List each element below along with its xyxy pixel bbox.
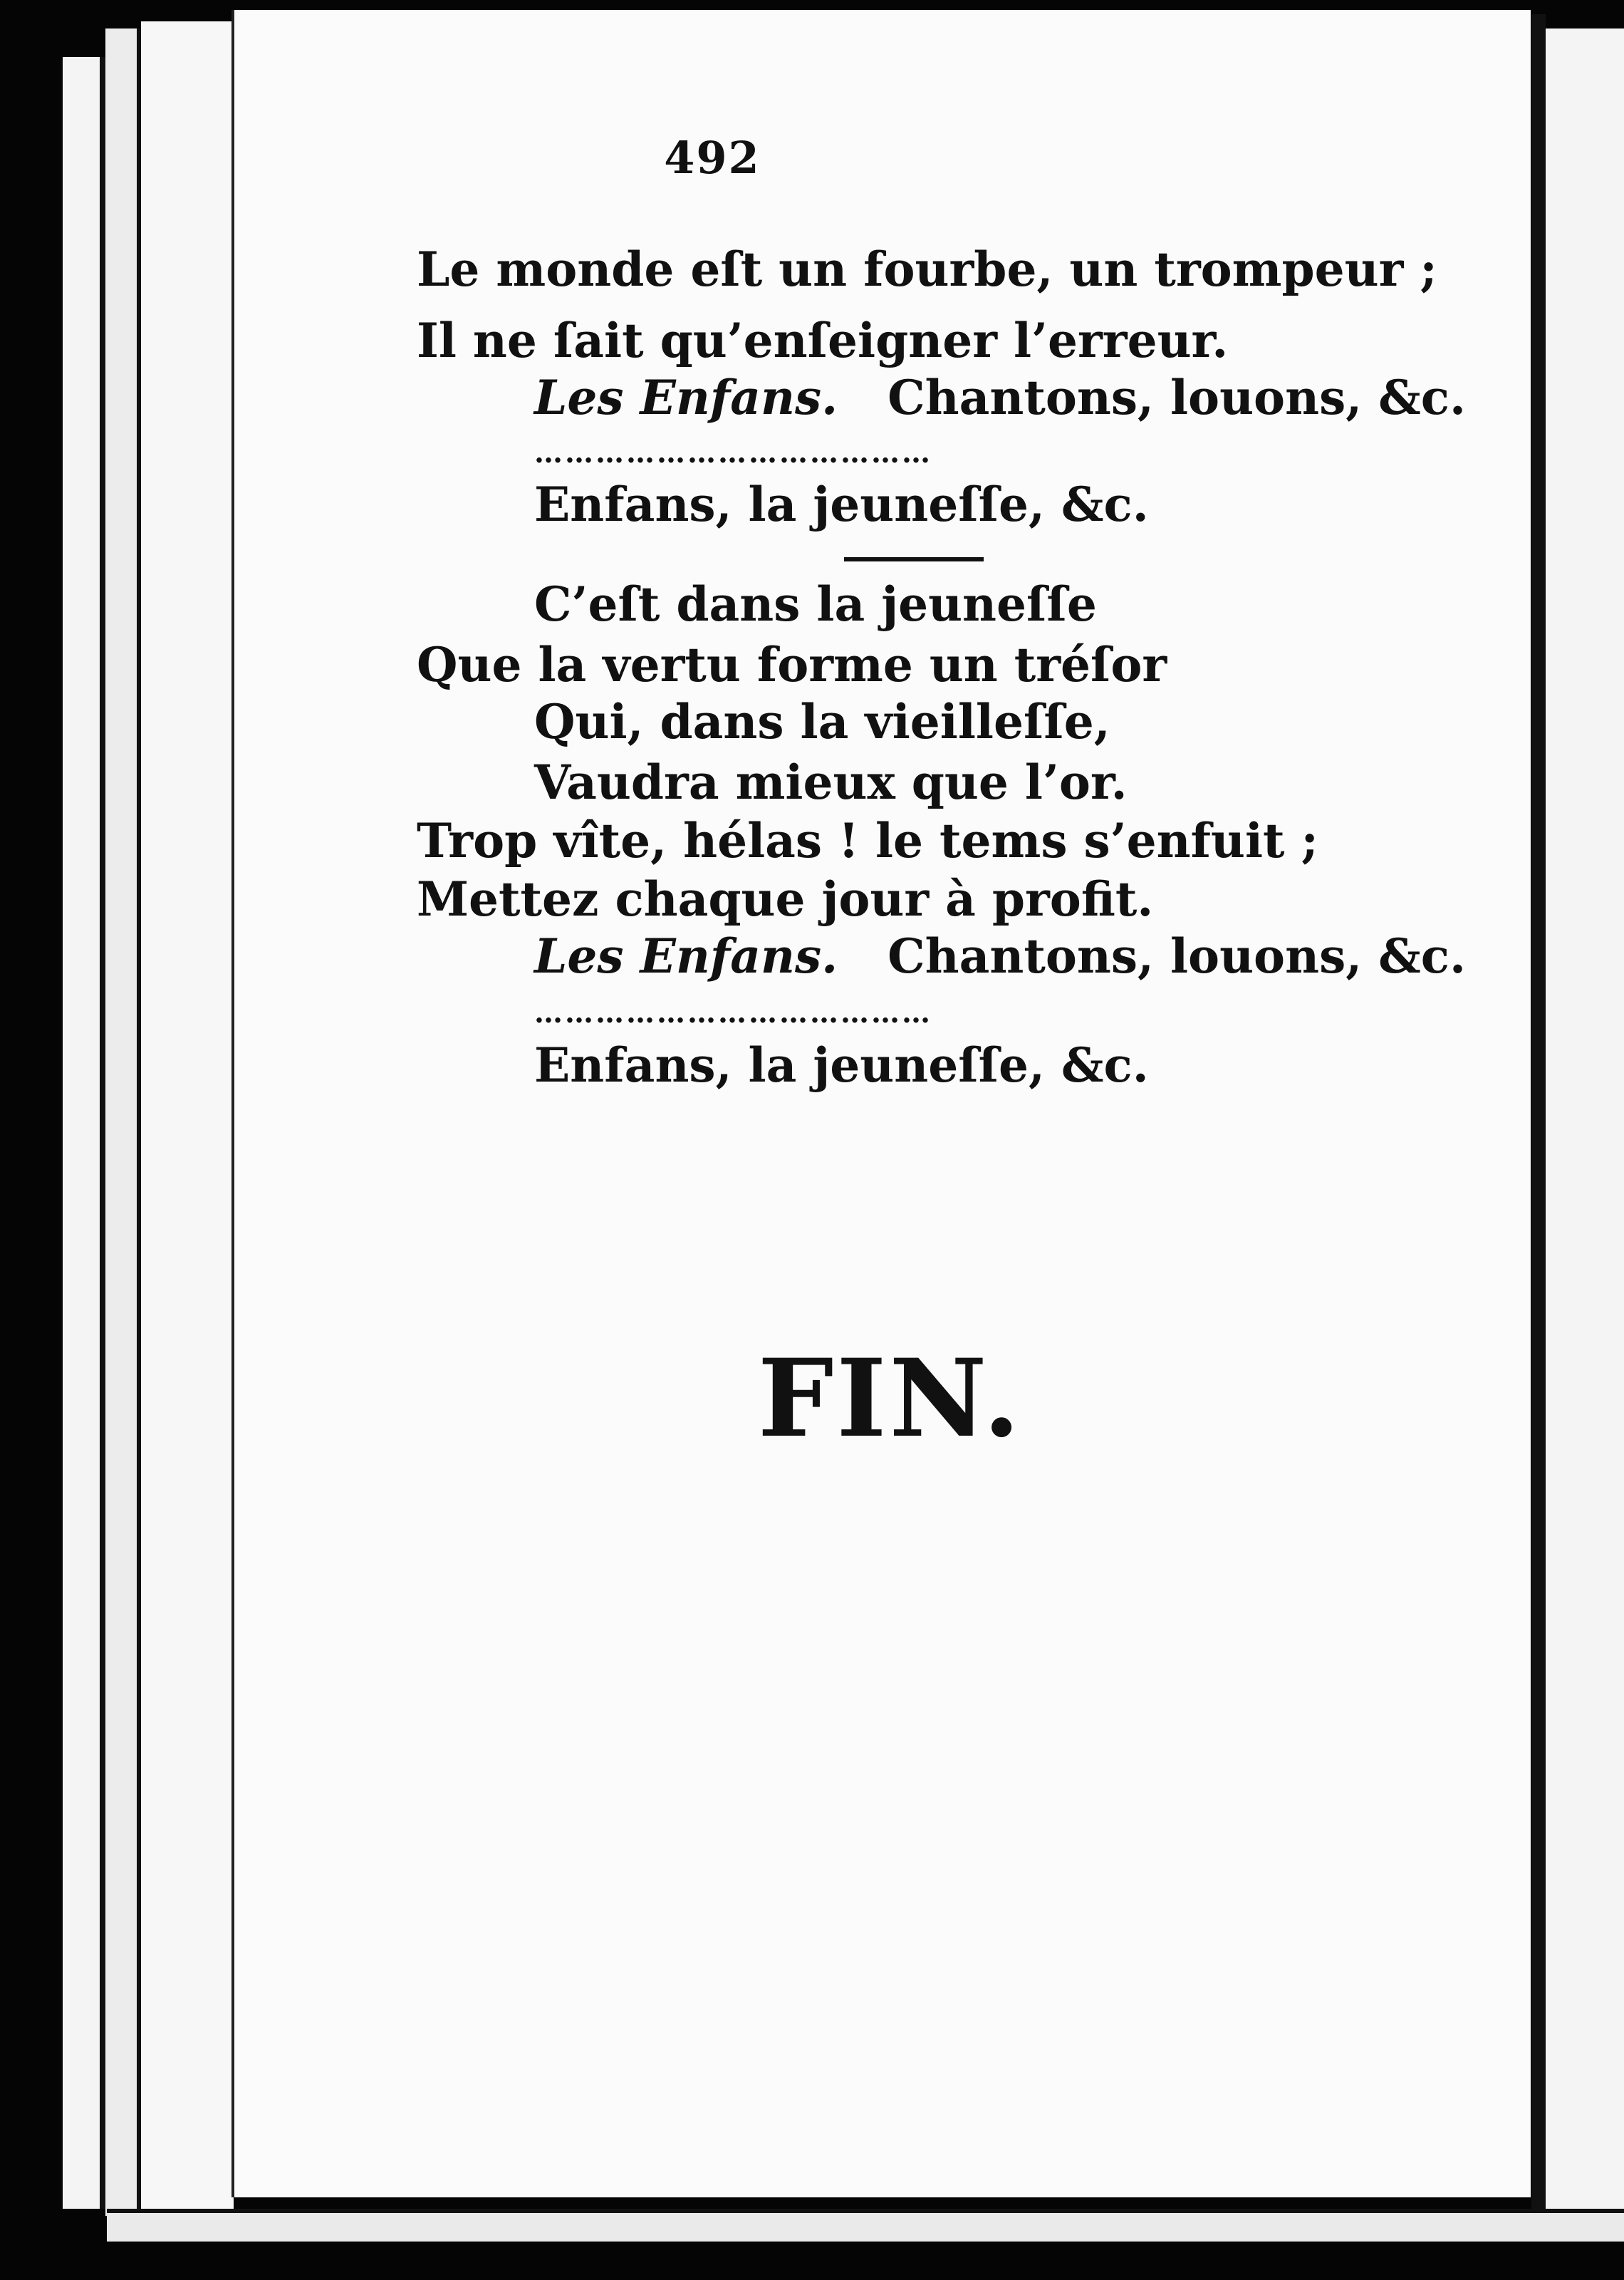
back-page-edge: [105, 28, 141, 2216]
chorus-line: Enfans, la jeuneſſe, &c.: [534, 1037, 1149, 1093]
page-number: 492: [664, 132, 761, 184]
facing-page-edge: [1546, 28, 1624, 2223]
section-rule: [844, 557, 984, 561]
verse-line: Que la vertu forme un tréſor: [417, 637, 1167, 693]
verse-line: Vaudra mieux que l’or.: [534, 755, 1128, 810]
page-edge-shadow: [100, 57, 105, 2209]
speaker-label: Les Enfans.: [534, 928, 838, 984]
book-gutter: [1531, 14, 1546, 2209]
verse-line: Le monde eſt un fourbe, un trompeur ;: [417, 242, 1437, 297]
verse-line: Trop vîte, hélas ! le tems s’enfuit ;: [417, 813, 1318, 869]
refrain-text: Chantons, louons, &c.: [888, 928, 1466, 984]
speaker-label: Les Enfans.: [534, 370, 838, 425]
refrain-text: Chantons, louons, &c.: [888, 370, 1466, 425]
back-page-edge: [141, 21, 234, 2223]
dotted-line: …………………………………: [534, 436, 932, 470]
verse-line: Il ne ſait qu’enſeigner l’erreur.: [417, 313, 1229, 368]
verse-line: Mettez chaque jour à profit.: [417, 871, 1154, 927]
chorus-line: Enfans, la jeuneſſe, &c.: [534, 477, 1149, 532]
back-page-edge: [63, 57, 105, 2209]
refrain-line: [534, 928, 1466, 985]
book-bottom-edge: [107, 2209, 1624, 2242]
verse-line: C’eſt dans la jeuneſſe: [534, 576, 1097, 632]
dotted-line: …………………………………: [534, 996, 932, 1030]
verse-line: Qui, dans la vieilleſſe,: [534, 694, 1110, 750]
fin-label: FIN.: [757, 1336, 1024, 1461]
refrain-line: [534, 369, 1466, 426]
